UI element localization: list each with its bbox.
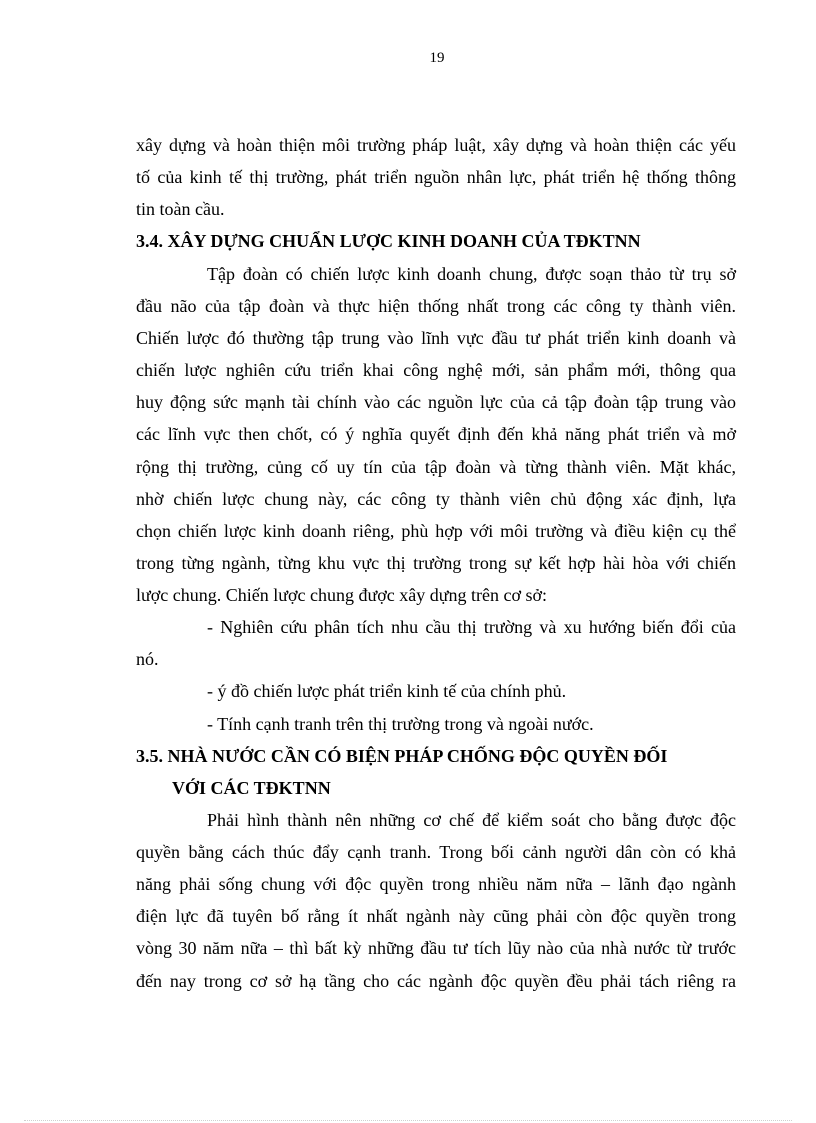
section-heading-3-5-continuation: VỚI CÁC TĐKTNN xyxy=(172,778,331,798)
body-line: rộng thị trường, củng cố uy tín của tập đoàn và từng thành viên. Mặt khác, xyxy=(136,457,736,477)
list-item-continuation: nó. xyxy=(136,649,159,669)
body-line: tin toàn cầu. xyxy=(136,199,225,219)
page-bottom-rule xyxy=(24,1120,792,1121)
body-line: lược chung. Chiến lược chung được xây dựng trên cơ sở: xyxy=(136,585,548,605)
page-number: 19 xyxy=(429,50,445,66)
body-line: nhờ chiến lược chung này, các công ty thành viên chủ động xác định, lựa xyxy=(136,489,736,509)
section-heading-3-4: 3.4. XÂY DỰNG CHUẨN LƯỢC KINH DOANH CỦA TĐKTNN xyxy=(136,231,641,251)
section-heading-3-5: 3.5. NHÀ NƯỚC CẦN CÓ BIỆN PHÁP CHỐNG ĐỘC QUYỀN ĐỐI xyxy=(136,746,668,766)
body-line: đến nay trong cơ sở hạ tầng cho các ngành độc quyền đều phải tách riêng ra xyxy=(136,971,736,991)
body-line: trong từng ngành, từng khu vực thị trường trong sự kết hợp hài hòa với chiến xyxy=(136,553,736,573)
body-line: chọn chiến lược kinh doanh riêng, phù hợp với môi trường và điều kiện cụ thể xyxy=(136,521,736,541)
list-item: - Nghiên cứu phân tích nhu cầu thị trường và xu hướng biến đổi của xyxy=(207,617,736,637)
body-line: Chiến lược đó thường tập trung vào lĩnh vực đầu tư phát triển kinh doanh và xyxy=(136,328,736,348)
body-line: Phải hình thành nên những cơ chế để kiểm soát cho bằng được độc xyxy=(207,810,736,830)
body-line: điện lực đã tuyên bố rằng ít nhất ngành này cũng phải còn độc quyền trong xyxy=(136,906,736,926)
body-line: xây dựng và hoàn thiện môi trường pháp luật, xây dựng và hoàn thiện các yếu xyxy=(136,135,736,155)
list-item: - ý đồ chiến lược phát triển kinh tế của chính phủ. xyxy=(207,681,567,701)
body-line: tố của kinh tế thị trường, phát triển nguồn nhân lực, phát triển hệ thống thông xyxy=(136,167,736,187)
list-item: - Tính cạnh tranh trên thị trường trong và ngoài nước. xyxy=(207,714,594,734)
body-line: quyền bằng cách thúc đẩy cạnh tranh. Trong bối cảnh người dân còn có khả xyxy=(136,842,736,862)
body-line: các lĩnh vực then chốt, có ý nghĩa quyết định đến khả năng phát triển và mở xyxy=(136,424,736,444)
body-line: huy động sức mạnh tài chính vào các nguồn lực của cả tập đoàn tập trung vào xyxy=(136,392,736,412)
body-line: vòng 30 năm nữa – thì bất kỳ những đầu tư tích lũy nào của nhà nước từ trước xyxy=(136,938,736,958)
body-line: đầu não của tập đoàn và thực hiện thống nhất trong các công ty thành viên. xyxy=(136,296,736,316)
body-line: chiến lược nghiên cứu triển khai công nghệ mới, sản phẩm mới, thông qua xyxy=(136,360,736,380)
body-line: năng phải sống chung với độc quyền trong nhiều năm nữa – lãnh đạo ngành xyxy=(136,874,736,894)
body-line: Tập đoàn có chiến lược kinh doanh chung, được soạn thảo từ trụ sở xyxy=(207,264,736,284)
